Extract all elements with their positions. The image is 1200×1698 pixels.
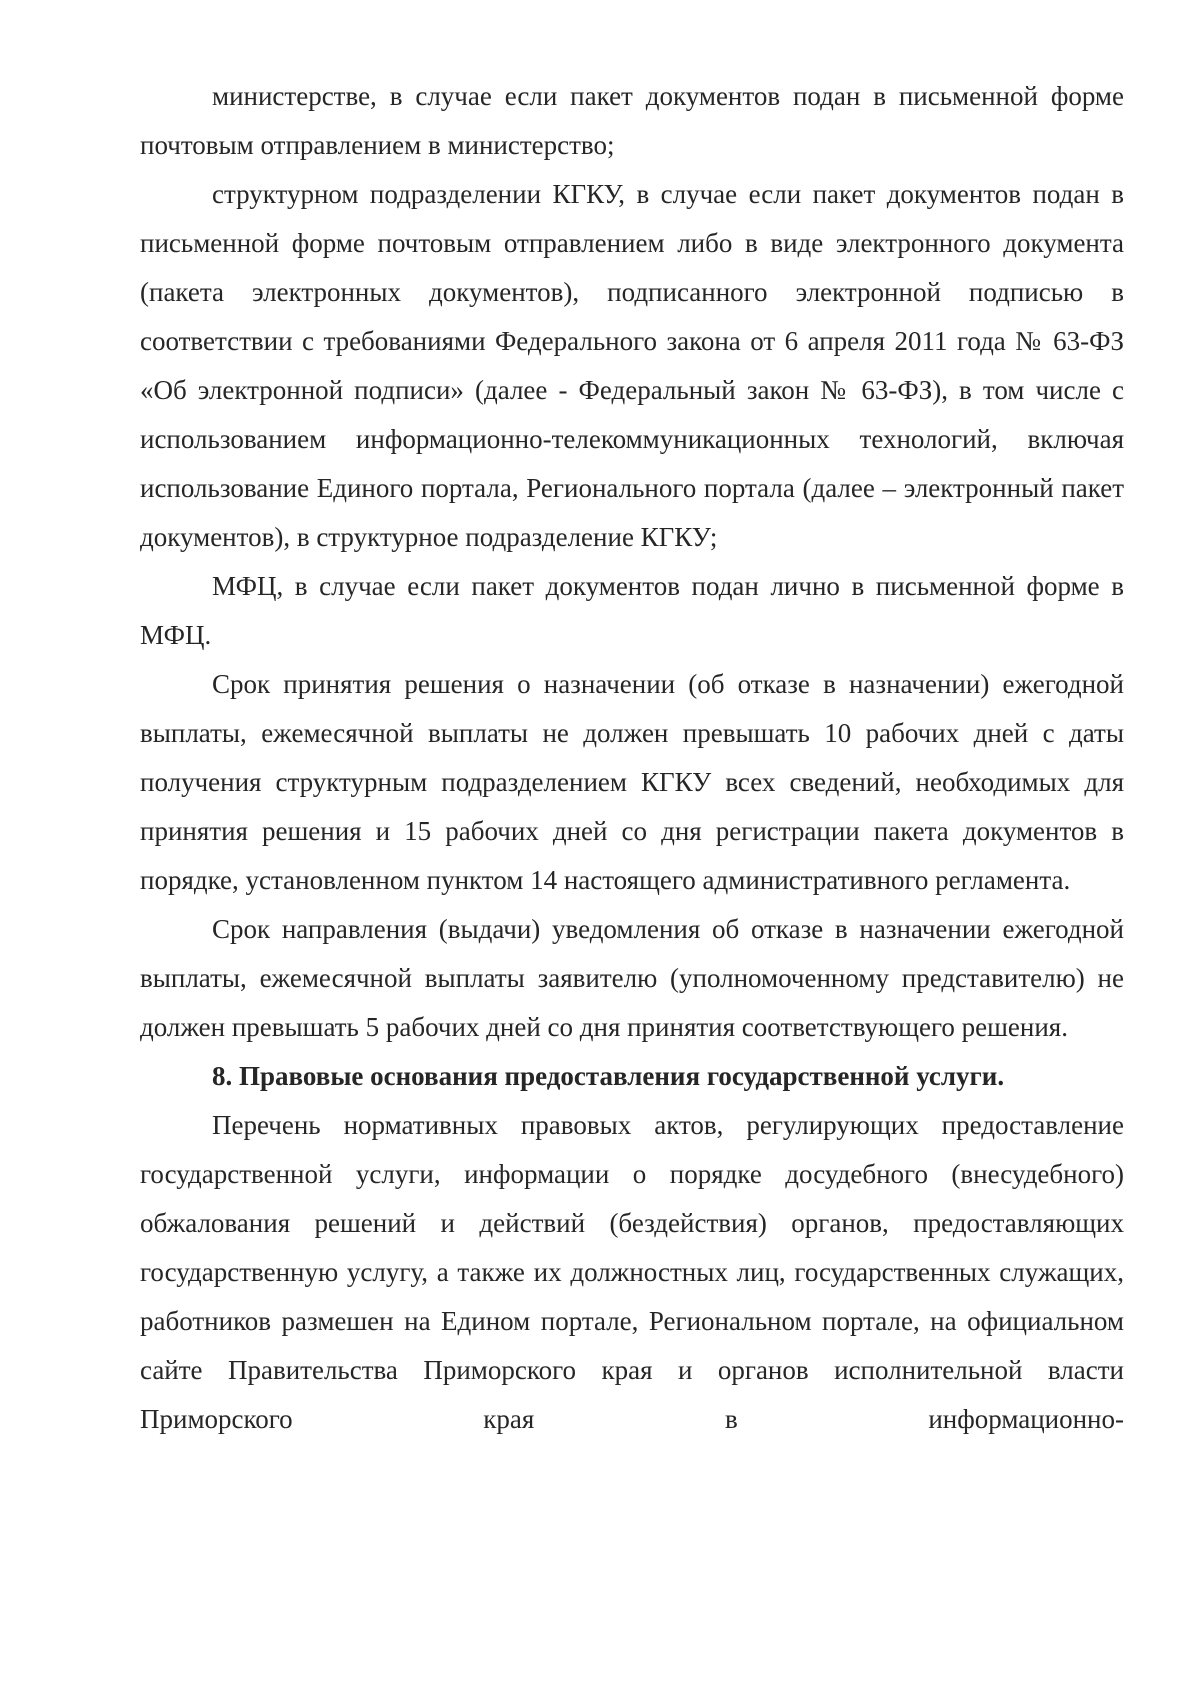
paragraph-ministry: министерстве, в случае если пакет документов подан в письменной форме почтовым отправлением в министерство; [140,81,1124,160]
paragraph-notification-term: Срок направления (выдачи) уведомления об отказе в назначении ежегодной выплаты, ежемесячной выплаты заявителю (уполномоченному представителю) не должен превышать 5 рабочих дней со дня принятия соответствующего решения. [140,914,1124,1042]
paragraph-legal-basis: Перечень нормативных правовых актов, регулирующих предоставление государственной услуги, информации о порядке досудебного (внесудебного) обжалования решений и действий (бездействия) органов, предоставляющих государственную услугу, а также их должностных лиц, государственных служащих, работников размешен на Едином портале, Региональном портале, на официальном сайте Правительства Приморского края и органов исполнительной власти Приморского края в информационно- [140,1110,1124,1434]
paragraph-decision-term: Срок принятия решения о назначении (об отказе в назначении) ежегодной выплаты, ежемесячной выплаты не должен превышать 10 рабочих дней с даты получения структурным подразделением КГКУ всех сведений, необходимых для принятия решения и 15 рабочих дней со дня регистрации пакета документов в порядке, установленном пунктом 14 настоящего административного регламента. [140,669,1124,895]
paragraph-kgku: структурном подразделении КГКУ, в случае если пакет документов подан в письменной форме почтовым отправлением либо в виде электронного документа (пакета электронных документов), подписанного электронной подписью в соответствии с требованиями Федерального закона от 6 апреля 2011 года № 63-ФЗ «Об электронной подписи» (далее - Федеральный закон № 63-ФЗ), в том числе с использованием информационно-телекоммуникационных технологий, включая использование Единого портала, Регионального портала (далее – электронный пакет документов), в структурное подразделение КГКУ; [140,179,1124,552]
section-heading: 8. Правовые основания предоставления государственной услуги. [212,1061,1005,1091]
paragraph-mfc: МФЦ, в случае если пакет документов подан лично в письменной форме в МФЦ. [140,571,1124,650]
document-page [140,72,1124,1444]
